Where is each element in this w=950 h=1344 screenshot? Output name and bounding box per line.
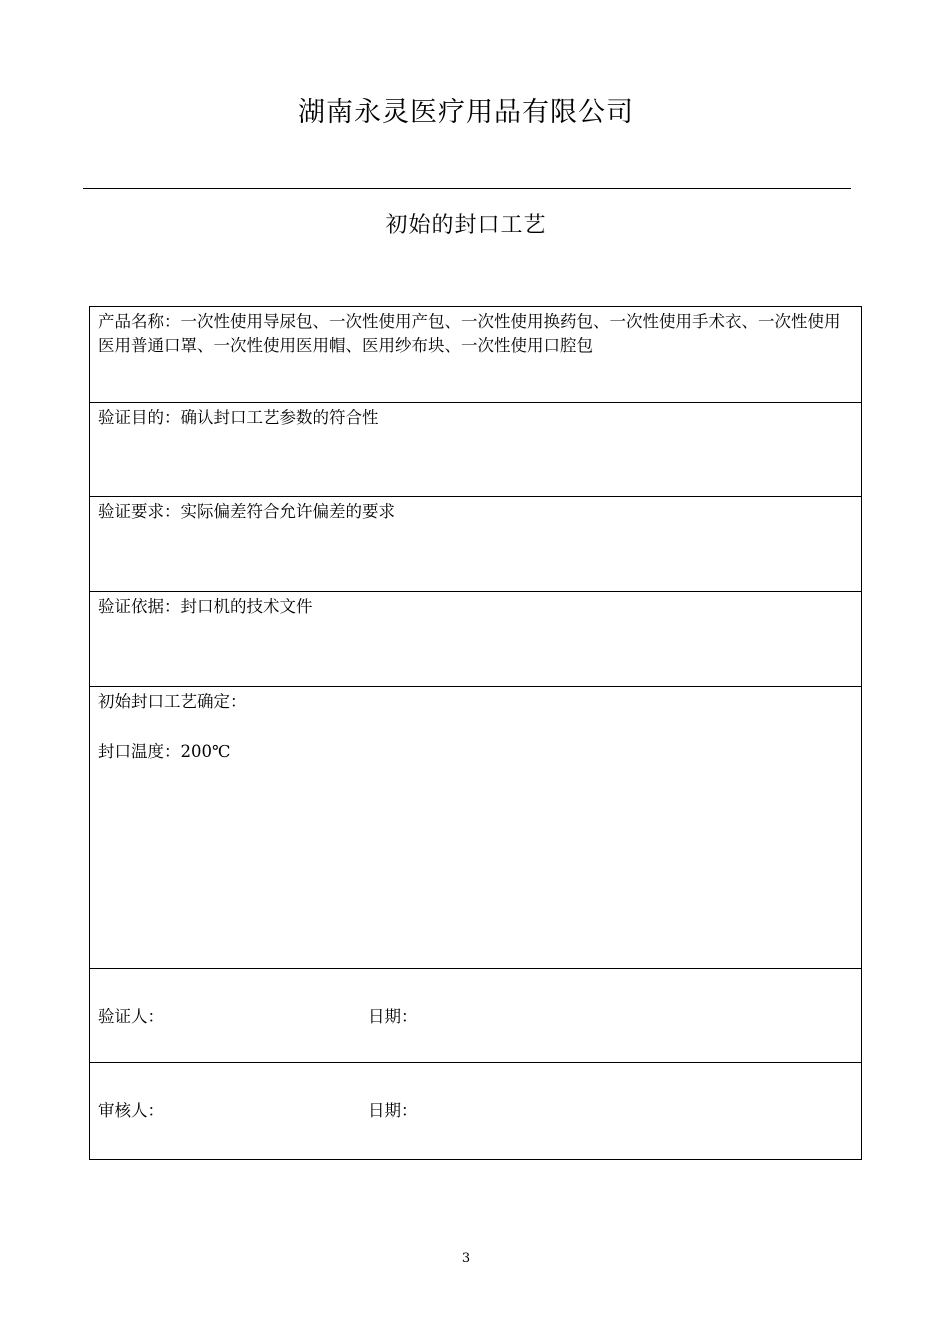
- company-name: 湖南永灵医疗用品有限公司: [298, 97, 634, 128]
- process-row: [90, 687, 861, 969]
- product-name-row: [90, 307, 861, 403]
- basis-text: 验证依据：封口机的技术文件: [98, 597, 313, 616]
- validation-form-table: [89, 306, 862, 1160]
- requirement-row: [90, 497, 861, 592]
- verifier-date-label: 日期：: [368, 1007, 418, 1026]
- header-divider: [83, 188, 851, 189]
- purpose-text: 验证目的：确认封口工艺参数的符合性: [98, 408, 379, 427]
- process-heading: 初始封口工艺确定：: [98, 692, 247, 711]
- document-title: 初始的封口工艺: [385, 213, 547, 238]
- spacer: [98, 714, 853, 740]
- product-name-text: 产品名称：一次性使用导尿包、一次性使用产包、一次性使用换药包、一次性使用手术衣、一次性使用医用普通口罩、一次性使用医用帽、医用纱布块、一次性使用口腔包: [98, 312, 841, 355]
- sealing-temperature: 封口温度：200℃: [98, 742, 231, 761]
- reviewer-label: 审核人：: [98, 1101, 164, 1120]
- requirement-text: 验证要求：实际偏差符合允许偏差的要求: [98, 502, 395, 521]
- page-number: 3: [461, 1251, 471, 1266]
- basis-row: [90, 592, 861, 687]
- reviewer-row: [90, 1063, 861, 1159]
- verifier-label: 验证人：: [98, 1007, 164, 1026]
- reviewer-date-label: 日期：: [368, 1101, 418, 1120]
- verifier-row: [90, 969, 861, 1063]
- purpose-row: [90, 403, 861, 497]
